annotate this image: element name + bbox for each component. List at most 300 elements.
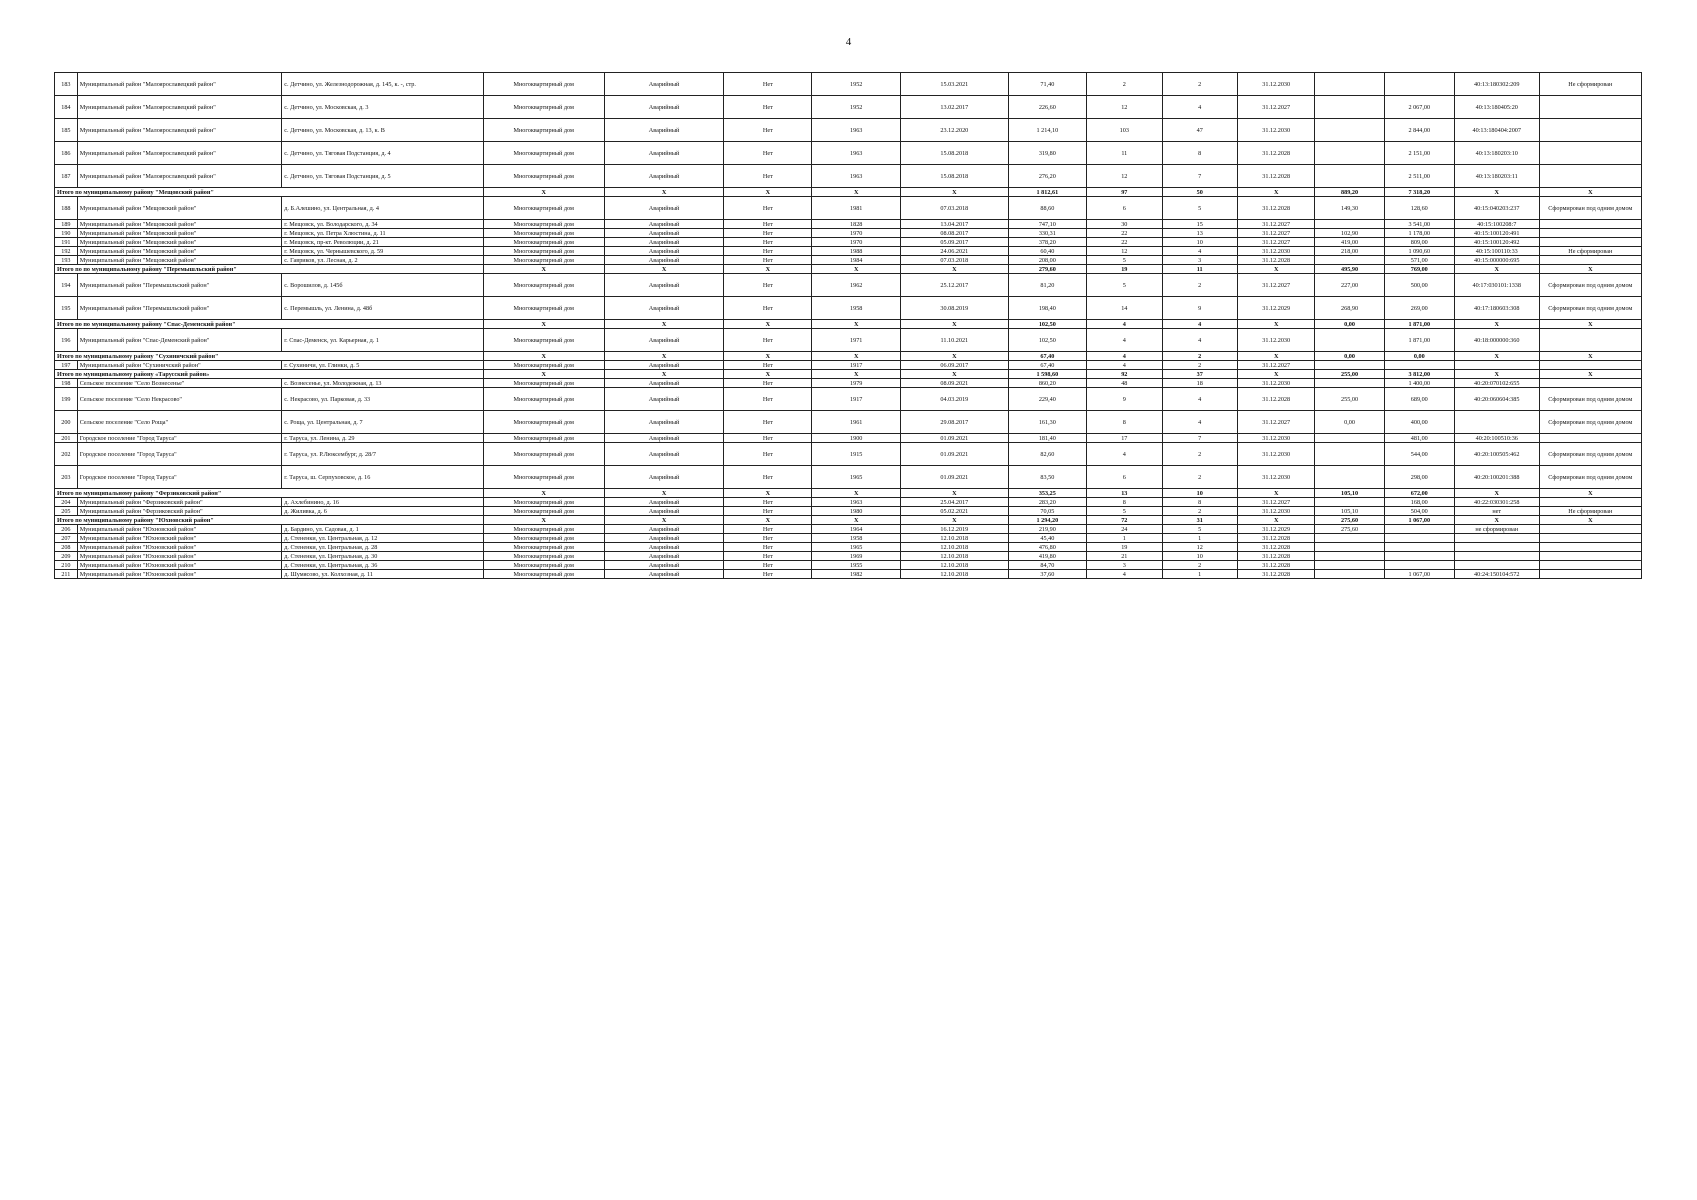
table-cell: 185 [55, 119, 78, 142]
table-cell: с. Детчино, ул. Тяговая Подстанция, д. 4 [282, 142, 483, 165]
table-cell: Муниципальный район "Перемышльский район" [77, 274, 282, 297]
table-cell: 1 871,00 [1384, 329, 1454, 352]
table-cell: 1952 [812, 96, 901, 119]
table-cell: г. Сухиничи, ул. Глинки, д. 5 [282, 361, 483, 370]
table-cell: 24.06.2021 [901, 247, 1008, 256]
table-cell: с. Детчино, ул. Московская, д. 13, к. В [282, 119, 483, 142]
table-cell: 71,40 [1008, 73, 1087, 96]
table-cell: Сформирован под одним домом [1539, 443, 1641, 466]
subtotal-cell: X [901, 265, 1008, 274]
table-cell: 2 511,00 [1384, 165, 1454, 188]
subtotal-cell: X [1539, 370, 1641, 379]
table-cell: 378,20 [1008, 238, 1087, 247]
subtotal-row [55, 516, 1642, 525]
table-cell: Нет [724, 119, 812, 142]
table-row [55, 434, 1642, 443]
table-cell: 24 [1087, 525, 1162, 534]
subtotal-cell: 50 [1162, 188, 1237, 197]
table-cell: 2 [1162, 443, 1237, 466]
table-cell: 40:22:030301:258 [1454, 498, 1539, 507]
table-cell: Многоквартирный дом [483, 197, 604, 220]
table-cell [1384, 361, 1454, 370]
table-cell: не сформирован [1454, 525, 1539, 534]
subtotal-cell: X [724, 352, 812, 361]
table-cell: 3 [1087, 561, 1162, 570]
table-cell: Муниципальный район "Мещовский район" [77, 229, 282, 238]
table-cell [1315, 256, 1384, 265]
table-cell: 419,80 [1008, 552, 1087, 561]
table-cell: 4 [1162, 388, 1237, 411]
table-cell: 102,90 [1315, 229, 1384, 238]
table-cell: Нет [724, 329, 812, 352]
table-cell: 1965 [812, 543, 901, 552]
table-cell: 29.08.2017 [901, 411, 1008, 434]
table-cell: 1917 [812, 361, 901, 370]
table-cell: Сельское поселение "Село Вознесенье" [77, 379, 282, 388]
table-cell: 183 [55, 73, 78, 96]
table-cell: 102,50 [1008, 329, 1087, 352]
table-cell: 04.03.2019 [901, 388, 1008, 411]
table-cell: Аварийный [604, 466, 724, 489]
table-cell: Не сформирован [1539, 247, 1641, 256]
subtotal-row [55, 265, 1642, 274]
subtotal-cell: 2 [1162, 352, 1237, 361]
table-cell: д. Шумясово, ул. Колхозная, д. 11 [282, 570, 483, 579]
table-cell: 227,00 [1315, 274, 1384, 297]
table-cell: Сформирован под одним домом [1539, 197, 1641, 220]
subtotal-cell: X [901, 516, 1008, 525]
table-row [55, 142, 1642, 165]
table-cell: Многоквартирный дом [483, 165, 604, 188]
table-cell [1315, 434, 1384, 443]
table-cell: 211 [55, 570, 78, 579]
table-cell: 1 090,60 [1384, 247, 1454, 256]
table-cell: 4 [1162, 411, 1237, 434]
subtotal-cell: X [812, 188, 901, 197]
table-cell: Аварийный [604, 443, 724, 466]
table-cell: 10 [1162, 552, 1237, 561]
table-cell: 31.12.2030 [1237, 379, 1314, 388]
table-row [55, 466, 1642, 489]
subtotal-cell: 105,10 [1315, 489, 1384, 498]
table-cell: Не сформирован [1539, 73, 1641, 96]
subtotal-label: Итого по муниципальному району "Сухиничский район" [55, 352, 484, 361]
table-cell: Многоквартирный дом [483, 256, 604, 265]
table-cell: Сельское поселение "Село Роща" [77, 411, 282, 434]
table-cell: 13.02.2017 [901, 96, 1008, 119]
table-cell: 40:15:100110:33 [1454, 247, 1539, 256]
subtotal-cell: X [812, 489, 901, 498]
table-cell: 1915 [812, 443, 901, 466]
table-cell: 01.09.2021 [901, 434, 1008, 443]
table-cell: 1 400,00 [1384, 379, 1454, 388]
table-cell: с. Вознесенье, ул. Молодежная, д. 13 [282, 379, 483, 388]
table-cell: 40:17:030101:1338 [1454, 274, 1539, 297]
table-cell: Аварийный [604, 256, 724, 265]
table-cell: Нет [724, 379, 812, 388]
table-cell: 197 [55, 361, 78, 370]
table-cell [1539, 543, 1641, 552]
table-cell: Аварийный [604, 197, 724, 220]
table-cell: Аварийный [604, 543, 724, 552]
subtotal-label: Итого по муниципальному району "Ферзиковский район" [55, 489, 484, 498]
table-cell [1384, 525, 1454, 534]
table-cell: Муниципальный район "Юхновский район" [77, 534, 282, 543]
subtotal-cell: 1 598,60 [1008, 370, 1087, 379]
table-cell: 12 [1087, 165, 1162, 188]
table-cell: 2 [1087, 73, 1162, 96]
subtotal-cell: 72 [1087, 516, 1162, 525]
table-cell: 168,00 [1384, 498, 1454, 507]
table-cell: 31.12.2030 [1237, 466, 1314, 489]
subtotal-cell: 1 871,00 [1384, 320, 1454, 329]
subtotal-cell: X [724, 516, 812, 525]
subtotal-label: Итого по муниципальному району "Юхновский район" [55, 516, 484, 525]
table-cell: Аварийный [604, 525, 724, 534]
table-cell [1454, 411, 1539, 434]
table-cell: 1 [1087, 534, 1162, 543]
table-cell [1315, 543, 1384, 552]
subtotal-row [55, 188, 1642, 197]
table-cell [1315, 498, 1384, 507]
table-cell: Нет [724, 274, 812, 297]
table-cell: Аварийный [604, 165, 724, 188]
table-cell: Многоквартирный дом [483, 498, 604, 507]
table-cell [1539, 96, 1641, 119]
table-cell: Многоквартирный дом [483, 443, 604, 466]
table-cell: Многоквартирный дом [483, 552, 604, 561]
table-cell: 40:20:100505:462 [1454, 443, 1539, 466]
table-cell: 15.08.2018 [901, 165, 1008, 188]
table-cell: 1828 [812, 220, 901, 229]
table-cell: 2 151,00 [1384, 142, 1454, 165]
table-cell: 1 214,10 [1008, 119, 1087, 142]
table-cell: д. Б.Алешино, ул. Центральная, д. 4 [282, 197, 483, 220]
table-cell [1315, 329, 1384, 352]
table-cell: 6 [1087, 466, 1162, 489]
subtotal-cell: X [724, 265, 812, 274]
subtotal-label: Итого по муниципальному району "Мещовский район" [55, 188, 484, 197]
table-body [55, 73, 1642, 579]
table-cell: 14 [1087, 297, 1162, 320]
table-cell: 689,00 [1384, 388, 1454, 411]
table-cell: 31.12.2027 [1237, 238, 1314, 247]
table-row [55, 96, 1642, 119]
table-cell: Городское поселение "Город Таруса" [77, 443, 282, 466]
table-cell: 187 [55, 165, 78, 188]
table-cell: Не сформирован [1539, 507, 1641, 516]
table-cell: 13.04.2017 [901, 220, 1008, 229]
table-cell: 15.08.2018 [901, 142, 1008, 165]
table-row [55, 247, 1642, 256]
table-cell: 1955 [812, 561, 901, 570]
subtotal-cell: 0,00 [1315, 320, 1384, 329]
table-cell: с. Детчино, ул. Тяговая Подстанция, д. 5 [282, 165, 483, 188]
table-cell: 283,20 [1008, 498, 1087, 507]
table-cell: 504,00 [1384, 507, 1454, 516]
table-cell: Аварийный [604, 361, 724, 370]
table-cell [1384, 534, 1454, 543]
table-row [55, 570, 1642, 579]
subtotal-cell: X [1237, 516, 1314, 525]
table-cell: с. Ворошилов, д. 145б [282, 274, 483, 297]
table-cell: Нет [724, 388, 812, 411]
table-cell: 1961 [812, 411, 901, 434]
table-row [55, 119, 1642, 142]
table-cell: д. Стененки, ул. Центральная, д. 28 [282, 543, 483, 552]
table-cell: 67,40 [1008, 361, 1087, 370]
table-cell: Нет [724, 525, 812, 534]
table-cell: Многоквартирный дом [483, 561, 604, 570]
table-cell: 199 [55, 388, 78, 411]
table-cell [1315, 443, 1384, 466]
table-cell: Муниципальный район "Юхновский район" [77, 543, 282, 552]
table-cell: 31.12.2028 [1237, 534, 1314, 543]
table-cell: 298,00 [1384, 466, 1454, 489]
subtotal-cell: X [901, 352, 1008, 361]
table-cell [1539, 379, 1641, 388]
table-cell: 37,60 [1008, 570, 1087, 579]
table-cell: 31.12.2027 [1237, 96, 1314, 119]
table-cell: 31.12.2027 [1237, 229, 1314, 238]
table-cell: Многоквартирный дом [483, 220, 604, 229]
subtotal-cell: 19 [1087, 265, 1162, 274]
subtotal-label: Итого по по муниципальному району "Спас-Деменский район" [55, 320, 484, 329]
table-cell: 1 067,00 [1384, 570, 1454, 579]
table-cell: 4 [1087, 443, 1162, 466]
subtotal-row [55, 370, 1642, 379]
table-cell: Аварийный [604, 73, 724, 96]
table-cell: Сформирован под одним домом [1539, 274, 1641, 297]
table-cell: 12.10.2018 [901, 552, 1008, 561]
table-cell [1315, 361, 1384, 370]
table-cell: 12.10.2018 [901, 561, 1008, 570]
table-cell [1539, 229, 1641, 238]
table-cell [1454, 543, 1539, 552]
table-row [55, 256, 1642, 265]
table-cell: д. Бардино, ул. Садовая, д. 1 [282, 525, 483, 534]
table-cell [1539, 165, 1641, 188]
table-cell: 17 [1087, 434, 1162, 443]
subtotal-cell: X [1539, 352, 1641, 361]
table-cell [1539, 561, 1641, 570]
table-cell: Нет [724, 443, 812, 466]
table-cell: 12 [1087, 96, 1162, 119]
table-cell: 1970 [812, 229, 901, 238]
table-cell [1539, 525, 1641, 534]
table-cell [1315, 570, 1384, 579]
subtotal-cell: X [604, 352, 724, 361]
subtotal-cell: X [604, 516, 724, 525]
table-cell: Аварийный [604, 534, 724, 543]
table-cell: г. Мещовск, ул. Володарского, д. 34 [282, 220, 483, 229]
table-cell: Сформирован под одним домом [1539, 466, 1641, 489]
table-cell: 4 [1162, 96, 1237, 119]
subtotal-cell: X [604, 489, 724, 498]
subtotal-cell: 3 812,00 [1384, 370, 1454, 379]
table-cell: Многоквартирный дом [483, 297, 604, 320]
table-cell: 161,30 [1008, 411, 1087, 434]
table-row [55, 220, 1642, 229]
table-cell: Нет [724, 142, 812, 165]
table-cell: 31.12.2030 [1237, 507, 1314, 516]
table-cell: 22 [1087, 229, 1162, 238]
table-cell: 1963 [812, 119, 901, 142]
table-cell: 31.12.2028 [1237, 543, 1314, 552]
table-cell: д. Стененки, ул. Центральная, д. 36 [282, 561, 483, 570]
table-cell: 15 [1162, 220, 1237, 229]
table-cell [1315, 142, 1384, 165]
table-cell: 2 [1162, 507, 1237, 516]
subtotal-cell: X [604, 188, 724, 197]
table-row [55, 534, 1642, 543]
table-cell: 10 [1162, 238, 1237, 247]
table-cell: 60,40 [1008, 247, 1087, 256]
table-cell: 229,40 [1008, 388, 1087, 411]
table-cell: 181,40 [1008, 434, 1087, 443]
subtotal-cell: 1 067,00 [1384, 516, 1454, 525]
table-cell: 5 [1087, 507, 1162, 516]
subtotal-cell: 279,60 [1008, 265, 1087, 274]
table-cell: 1965 [812, 466, 901, 489]
table-row [55, 388, 1642, 411]
table-cell: 12.10.2018 [901, 543, 1008, 552]
table-cell: 31.12.2030 [1237, 443, 1314, 466]
table-cell: д. Стененки, ул. Центральная, д. 30 [282, 552, 483, 561]
table-cell: 206 [55, 525, 78, 534]
table-cell: 40:13:180302:209 [1454, 73, 1539, 96]
subtotal-cell: X [812, 516, 901, 525]
table-cell: Аварийный [604, 379, 724, 388]
table-cell: г. Таруса, ш. Серпуховское, д. 16 [282, 466, 483, 489]
table-cell: 25.04.2017 [901, 498, 1008, 507]
table-cell: 208,00 [1008, 256, 1087, 265]
table-cell: Аварийный [604, 238, 724, 247]
table-cell: 40:20:100510:36 [1454, 434, 1539, 443]
table-cell: Сформирован под одним домом [1539, 388, 1641, 411]
table-cell: Муниципальный район "Малоярославецкий район" [77, 119, 282, 142]
table-cell: 500,00 [1384, 274, 1454, 297]
table-cell: 12 [1087, 247, 1162, 256]
subtotal-cell: 4 [1087, 352, 1162, 361]
subtotal-cell: X [1237, 489, 1314, 498]
table-cell: Нет [724, 220, 812, 229]
table-cell: Нет [724, 552, 812, 561]
table-cell [1539, 434, 1641, 443]
subtotal-cell: 4 [1162, 320, 1237, 329]
table-cell [1539, 570, 1641, 579]
subtotal-cell: X [1237, 352, 1314, 361]
table-cell: 203 [55, 466, 78, 489]
table-cell: Аварийный [604, 274, 724, 297]
table-row [55, 197, 1642, 220]
table-cell: 84,70 [1008, 561, 1087, 570]
table-cell: 190 [55, 229, 78, 238]
table-cell [1315, 534, 1384, 543]
table-cell: 8 [1162, 498, 1237, 507]
table-cell: 188 [55, 197, 78, 220]
table-cell: 2 067,00 [1384, 96, 1454, 119]
table-cell: 40:15:100208:7 [1454, 220, 1539, 229]
table-cell: 219,90 [1008, 525, 1087, 534]
table-cell [1539, 361, 1641, 370]
table-cell [1539, 256, 1641, 265]
table-cell: 21 [1087, 552, 1162, 561]
subtotal-cell: X [483, 370, 604, 379]
table-cell: 40:24:150104:572 [1454, 570, 1539, 579]
table-cell: Нет [724, 411, 812, 434]
table-cell: Многоквартирный дом [483, 329, 604, 352]
table-cell: д. Стененки, ул. Центральная, д. 12 [282, 534, 483, 543]
table-cell: 70,05 [1008, 507, 1087, 516]
table-cell: Муниципальный район "Спас-Деменский район" [77, 329, 282, 352]
table-cell: Нет [724, 534, 812, 543]
table-cell: 30.08.2019 [901, 297, 1008, 320]
subtotal-cell: X [1454, 265, 1539, 274]
subtotal-row [55, 320, 1642, 329]
table-cell: 275,60 [1315, 525, 1384, 534]
table-cell: 1980 [812, 507, 901, 516]
table-cell: 25.12.2017 [901, 274, 1008, 297]
table-cell [1315, 96, 1384, 119]
table-cell: 544,00 [1384, 443, 1454, 466]
table-cell: 195 [55, 297, 78, 320]
subtotal-cell: 0,00 [1315, 352, 1384, 361]
table-cell: с. Детчино, ул. Московская, д. 3 [282, 96, 483, 119]
table-cell: 18 [1162, 379, 1237, 388]
table-cell: Нет [724, 247, 812, 256]
table-cell: 1964 [812, 525, 901, 534]
table-cell: Многоквартирный дом [483, 570, 604, 579]
table-row [55, 507, 1642, 516]
table-cell: Нет [724, 361, 812, 370]
table-cell: 05.09.2017 [901, 238, 1008, 247]
table-cell: 200 [55, 411, 78, 434]
table-cell: Нет [724, 73, 812, 96]
subtotal-cell: X [901, 489, 1008, 498]
table-cell: 40:15:100120:491 [1454, 229, 1539, 238]
table-cell: 5 [1087, 256, 1162, 265]
subtotal-cell: X [1539, 516, 1641, 525]
table-cell: Сельское поселение "Село Некрасово" [77, 388, 282, 411]
table-cell: 1984 [812, 256, 901, 265]
table-cell: 31.12.2027 [1237, 498, 1314, 507]
table-cell: 22 [1087, 238, 1162, 247]
subtotal-cell: 495,90 [1315, 265, 1384, 274]
table-cell: 1 [1162, 534, 1237, 543]
subtotal-cell: X [1454, 352, 1539, 361]
table-cell: Аварийный [604, 229, 724, 238]
subtotal-cell: 1 812,61 [1008, 188, 1087, 197]
table-cell: 48 [1087, 379, 1162, 388]
table-cell: 2 [1162, 466, 1237, 489]
subtotal-row [55, 489, 1642, 498]
table-cell: 23.12.2020 [901, 119, 1008, 142]
table-cell: Нет [724, 561, 812, 570]
table-cell: 82,60 [1008, 443, 1087, 466]
table-cell: 06.09.2017 [901, 361, 1008, 370]
table-cell: Многоквартирный дом [483, 238, 604, 247]
subtotal-cell: X [724, 188, 812, 197]
table-cell [1539, 534, 1641, 543]
table-cell: 204 [55, 498, 78, 507]
subtotal-cell: 37 [1162, 370, 1237, 379]
subtotal-cell: 102,50 [1008, 320, 1087, 329]
table-cell: 31.12.2028 [1237, 561, 1314, 570]
table-cell: 8 [1087, 411, 1162, 434]
table-cell: Многоквартирный дом [483, 543, 604, 552]
table-cell: 128,60 [1384, 197, 1454, 220]
